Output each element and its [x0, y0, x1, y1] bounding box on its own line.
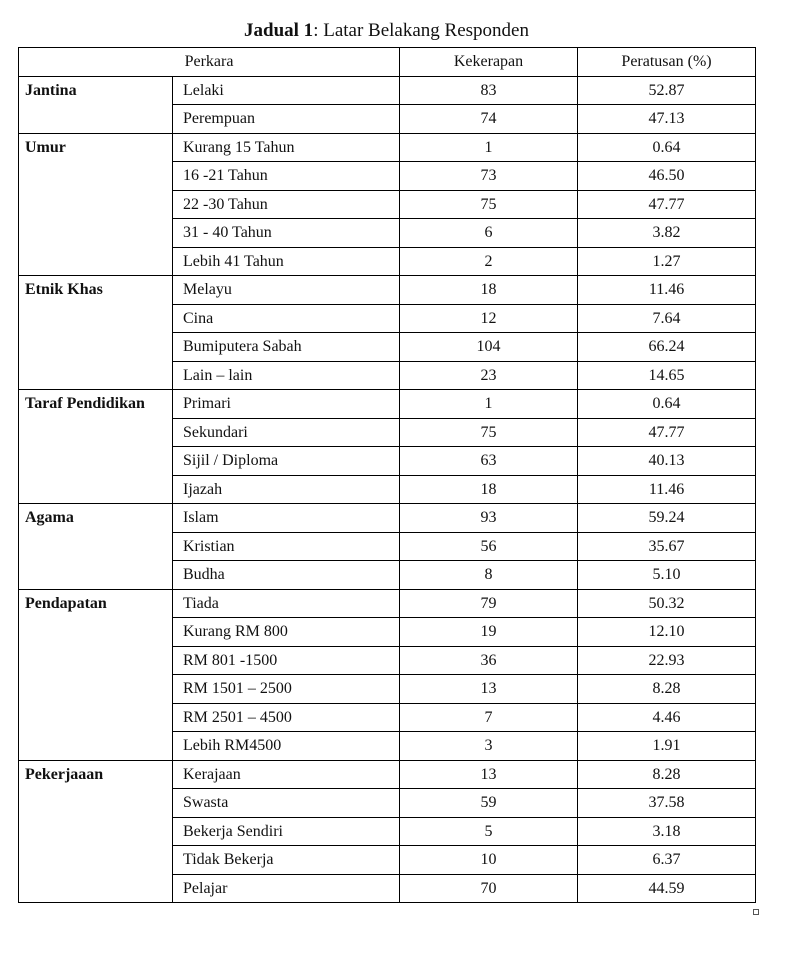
percentage-cell: 11.46	[578, 475, 756, 504]
item-cell: Islam	[173, 504, 400, 533]
item-cell: Lelaki	[173, 76, 400, 105]
percentage-cell: 37.58	[578, 789, 756, 818]
frequency-cell: 10	[400, 846, 578, 875]
item-cell: Primari	[173, 390, 400, 419]
frequency-cell: 13	[400, 675, 578, 704]
frequency-cell: 36	[400, 646, 578, 675]
percentage-cell: 59.24	[578, 504, 756, 533]
frequency-cell: 104	[400, 333, 578, 362]
category-cell-empty	[19, 675, 173, 704]
percentage-cell: 8.28	[578, 675, 756, 704]
percentage-cell: 46.50	[578, 162, 756, 191]
frequency-cell: 59	[400, 789, 578, 818]
frequency-cell: 75	[400, 190, 578, 219]
frequency-cell: 75	[400, 418, 578, 447]
percentage-cell: 8.28	[578, 760, 756, 789]
percentage-cell: 14.65	[578, 361, 756, 390]
frequency-cell: 12	[400, 304, 578, 333]
item-cell: Ijazah	[173, 475, 400, 504]
item-cell: RM 801 -1500	[173, 646, 400, 675]
percentage-cell: 52.87	[578, 76, 756, 105]
category-cell-empty	[19, 561, 173, 590]
percentage-cell: 0.64	[578, 133, 756, 162]
table-row	[19, 732, 756, 761]
percentage-cell: 47.77	[578, 418, 756, 447]
item-cell: Kristian	[173, 532, 400, 561]
item-cell: Melayu	[173, 276, 400, 305]
frequency-cell: 8	[400, 561, 578, 590]
table-row	[19, 133, 756, 162]
percentage-cell: 11.46	[578, 276, 756, 305]
category-label: Umur	[19, 133, 173, 162]
category-cell-empty	[19, 304, 173, 333]
category-cell-empty	[19, 874, 173, 903]
percentage-cell: 1.27	[578, 247, 756, 276]
table-row	[19, 361, 756, 390]
item-cell: Lain – lain	[173, 361, 400, 390]
category-cell-empty	[19, 817, 173, 846]
category-label: Pendapatan	[19, 589, 173, 618]
table-row	[19, 76, 756, 105]
table-caption	[18, 20, 755, 42]
item-cell: Budha	[173, 561, 400, 590]
category-cell-empty	[19, 703, 173, 732]
item-cell: RM 1501 – 2500	[173, 675, 400, 704]
percentage-cell: 6.37	[578, 846, 756, 875]
item-cell: Bumiputera Sabah	[173, 333, 400, 362]
caption-text: : Latar Belakang Responden	[313, 20, 529, 41]
frequency-cell: 23	[400, 361, 578, 390]
category-cell-empty	[19, 447, 173, 476]
table-row	[19, 646, 756, 675]
table-row	[19, 304, 756, 333]
frequency-cell: 1	[400, 390, 578, 419]
percentage-cell: 12.10	[578, 618, 756, 647]
table-row	[19, 504, 756, 533]
frequency-cell: 63	[400, 447, 578, 476]
category-cell-empty	[19, 190, 173, 219]
table-row	[19, 846, 756, 875]
table-row	[19, 333, 756, 362]
percentage-cell: 47.13	[578, 105, 756, 134]
item-cell: Tiada	[173, 589, 400, 618]
table-row	[19, 703, 756, 732]
category-cell-empty	[19, 219, 173, 248]
item-cell: 16 -21 Tahun	[173, 162, 400, 191]
header-percentage: Peratusan (%)	[578, 48, 756, 77]
category-label: Taraf Pendidikan	[19, 390, 173, 419]
item-cell: Perempuan	[173, 105, 400, 134]
category-label: Etnik Khas	[19, 276, 173, 305]
frequency-cell: 5	[400, 817, 578, 846]
frequency-cell: 2	[400, 247, 578, 276]
table-row	[19, 760, 756, 789]
table-row	[19, 105, 756, 134]
item-cell: 31 - 40 Tahun	[173, 219, 400, 248]
percentage-cell: 4.46	[578, 703, 756, 732]
percentage-cell: 35.67	[578, 532, 756, 561]
item-cell: Swasta	[173, 789, 400, 818]
category-cell-empty	[19, 361, 173, 390]
frequency-cell: 6	[400, 219, 578, 248]
percentage-cell: 3.82	[578, 219, 756, 248]
percentage-cell: 7.64	[578, 304, 756, 333]
percentage-cell: 3.18	[578, 817, 756, 846]
percentage-cell: 0.64	[578, 390, 756, 419]
table-row	[19, 247, 756, 276]
category-cell-empty	[19, 333, 173, 362]
table-row	[19, 532, 756, 561]
frequency-cell: 93	[400, 504, 578, 533]
item-cell: Tidak Bekerja	[173, 846, 400, 875]
item-cell: Kerajaan	[173, 760, 400, 789]
category-label: Pekerjaaan	[19, 760, 173, 789]
item-cell: Lebih 41 Tahun	[173, 247, 400, 276]
table-row	[19, 475, 756, 504]
table-row	[19, 675, 756, 704]
item-cell: Bekerja Sendiri	[173, 817, 400, 846]
frequency-cell: 70	[400, 874, 578, 903]
item-cell: Lebih RM4500	[173, 732, 400, 761]
percentage-cell: 66.24	[578, 333, 756, 362]
category-cell-empty	[19, 646, 173, 675]
table-row	[19, 561, 756, 590]
caption-label: Jadual 1	[244, 20, 314, 41]
frequency-cell: 79	[400, 589, 578, 618]
table-row	[19, 447, 756, 476]
frequency-cell: 18	[400, 475, 578, 504]
table-row	[19, 817, 756, 846]
frequency-cell: 19	[400, 618, 578, 647]
category-cell-empty	[19, 789, 173, 818]
frequency-cell: 73	[400, 162, 578, 191]
percentage-cell: 47.77	[578, 190, 756, 219]
table-row	[19, 162, 756, 191]
frequency-cell: 13	[400, 760, 578, 789]
percentage-cell: 22.93	[578, 646, 756, 675]
item-cell: RM 2501 – 4500	[173, 703, 400, 732]
table-row	[19, 390, 756, 419]
table-row	[19, 874, 756, 903]
frequency-cell: 83	[400, 76, 578, 105]
table-row	[19, 219, 756, 248]
frequency-cell: 56	[400, 532, 578, 561]
item-cell: 22 -30 Tahun	[173, 190, 400, 219]
table-body	[19, 76, 756, 903]
table-row	[19, 276, 756, 305]
frequency-cell: 1	[400, 133, 578, 162]
category-cell-empty	[19, 418, 173, 447]
item-cell: Kurang RM 800	[173, 618, 400, 647]
frequency-cell: 18	[400, 276, 578, 305]
percentage-cell: 40.13	[578, 447, 756, 476]
respondent-background-table	[18, 47, 756, 903]
table-row	[19, 589, 756, 618]
item-cell: Kurang 15 Tahun	[173, 133, 400, 162]
header-frequency: Kekerapan	[400, 48, 578, 77]
header-row	[19, 48, 756, 77]
category-label: Jantina	[19, 76, 173, 105]
category-cell-empty	[19, 618, 173, 647]
category-cell-empty	[19, 846, 173, 875]
item-cell: Pelajar	[173, 874, 400, 903]
percentage-cell: 44.59	[578, 874, 756, 903]
category-cell-empty	[19, 532, 173, 561]
percentage-cell: 1.91	[578, 732, 756, 761]
header-item: Perkara	[19, 48, 400, 77]
category-cell-empty	[19, 247, 173, 276]
item-cell: Cina	[173, 304, 400, 333]
category-cell-empty	[19, 105, 173, 134]
category-cell-empty	[19, 162, 173, 191]
table-row	[19, 190, 756, 219]
category-label: Agama	[19, 504, 173, 533]
frequency-cell: 74	[400, 105, 578, 134]
percentage-cell: 50.32	[578, 589, 756, 618]
category-cell-empty	[19, 732, 173, 761]
frequency-cell: 3	[400, 732, 578, 761]
percentage-cell: 5.10	[578, 561, 756, 590]
cell-end-marker	[753, 909, 759, 915]
table-row	[19, 618, 756, 647]
table-row	[19, 418, 756, 447]
category-cell-empty	[19, 475, 173, 504]
item-cell: Sijil / Diploma	[173, 447, 400, 476]
frequency-cell: 7	[400, 703, 578, 732]
item-cell: Sekundari	[173, 418, 400, 447]
table-row	[19, 789, 756, 818]
